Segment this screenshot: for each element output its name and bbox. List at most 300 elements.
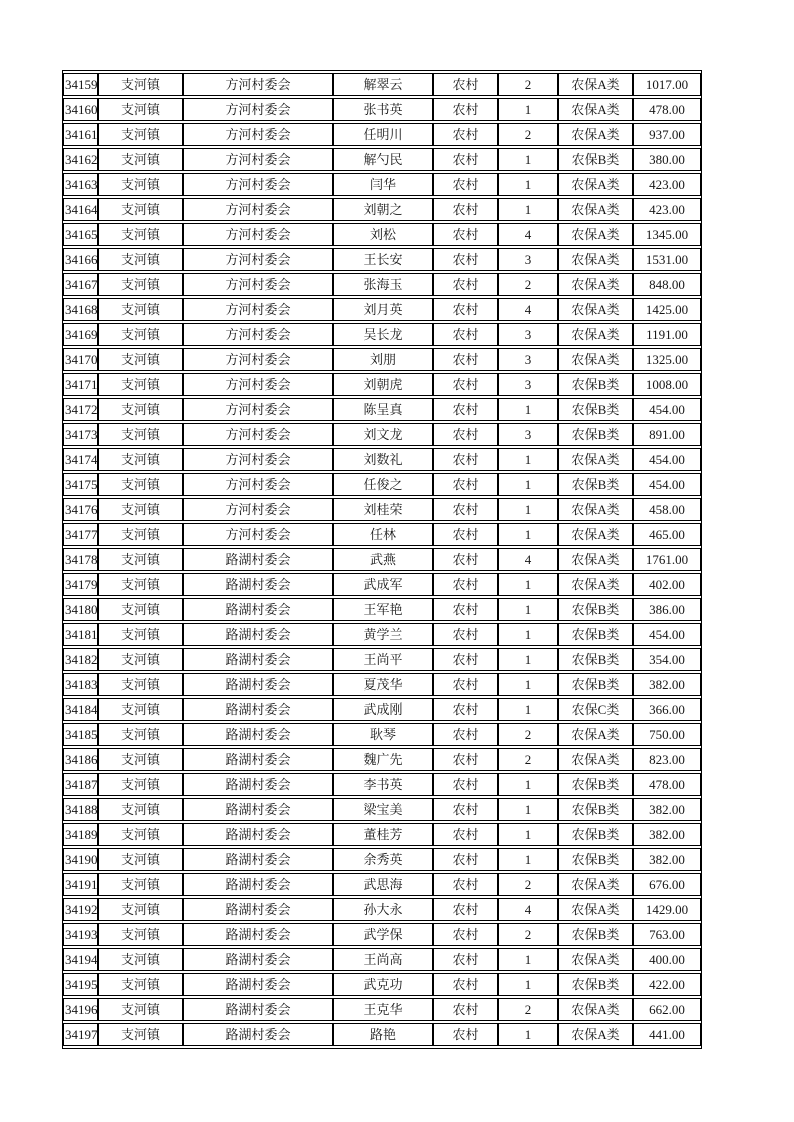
table-row [63,923,701,946]
village-committee-cell: 方河村委会 [183,273,333,296]
amount-cell: 1531.00 [633,248,701,271]
insurance-class-cell: 农保B类 [558,848,633,871]
person-name-cell: 任林 [333,523,433,546]
household-type-cell: 农村 [433,173,498,196]
town-cell: 支河镇 [98,423,183,446]
record-id-cell: 34188 [63,798,98,821]
table-row [63,273,701,296]
person-name-cell: 武克功 [333,973,433,996]
person-name-cell: 武燕 [333,548,433,571]
amount-cell: 423.00 [633,173,701,196]
person-name-cell: 夏茂华 [333,673,433,696]
village-committee-cell: 方河村委会 [183,498,333,521]
village-committee-cell: 方河村委会 [183,123,333,146]
village-committee-cell: 方河村委会 [183,248,333,271]
amount-cell: 380.00 [633,148,701,171]
person-name-cell: 陈呈真 [333,398,433,421]
table-row [63,73,701,96]
town-cell: 支河镇 [98,623,183,646]
amount-cell: 458.00 [633,498,701,521]
person-name-cell: 任明川 [333,123,433,146]
town-cell: 支河镇 [98,923,183,946]
record-id-cell: 34182 [63,648,98,671]
table-row [63,548,701,571]
village-committee-cell: 方河村委会 [183,173,333,196]
amount-cell: 1425.00 [633,298,701,321]
table-row [63,748,701,771]
person-name-cell: 刘朝虎 [333,373,433,396]
person-count-cell: 2 [498,273,558,296]
record-id-cell: 34168 [63,298,98,321]
insurance-class-cell: 农保B类 [558,823,633,846]
person-count-cell: 3 [498,373,558,396]
person-count-cell: 1 [498,448,558,471]
person-count-cell: 2 [498,73,558,96]
person-count-cell: 1 [498,973,558,996]
village-committee-cell: 方河村委会 [183,373,333,396]
town-cell: 支河镇 [98,948,183,971]
village-committee-cell: 路湖村委会 [183,898,333,921]
person-name-cell: 路艳 [333,1023,433,1046]
town-cell: 支河镇 [98,1023,183,1046]
person-count-cell: 1 [498,398,558,421]
person-count-cell: 2 [498,123,558,146]
village-committee-cell: 路湖村委会 [183,948,333,971]
person-count-cell: 1 [498,598,558,621]
household-type-cell: 农村 [433,673,498,696]
record-id-cell: 34186 [63,748,98,771]
household-type-cell: 农村 [433,98,498,121]
record-id-cell: 34166 [63,248,98,271]
town-cell: 支河镇 [98,898,183,921]
insurance-class-cell: 农保A类 [558,348,633,371]
household-type-cell: 农村 [433,698,498,721]
town-cell: 支河镇 [98,123,183,146]
person-name-cell: 王军艳 [333,598,433,621]
household-type-cell: 农村 [433,648,498,671]
pension-records-table [62,70,702,1049]
person-name-cell: 王长安 [333,248,433,271]
household-type-cell: 农村 [433,248,498,271]
amount-cell: 1429.00 [633,898,701,921]
household-type-cell: 农村 [433,598,498,621]
town-cell: 支河镇 [98,173,183,196]
village-committee-cell: 路湖村委会 [183,648,333,671]
table-row [63,373,701,396]
person-name-cell: 刘朝之 [333,198,433,221]
person-count-cell: 4 [498,223,558,246]
insurance-class-cell: 农保B类 [558,973,633,996]
person-name-cell: 武成刚 [333,698,433,721]
table-row [63,973,701,996]
table-row [63,798,701,821]
village-committee-cell: 方河村委会 [183,473,333,496]
village-committee-cell: 路湖村委会 [183,623,333,646]
insurance-class-cell: 农保B类 [558,923,633,946]
insurance-class-cell: 农保B类 [558,623,633,646]
amount-cell: 382.00 [633,848,701,871]
amount-cell: 454.00 [633,473,701,496]
person-count-cell: 1 [498,198,558,221]
record-id-cell: 34162 [63,148,98,171]
record-id-cell: 34183 [63,673,98,696]
village-committee-cell: 方河村委会 [183,348,333,371]
amount-cell: 454.00 [633,398,701,421]
town-cell: 支河镇 [98,648,183,671]
town-cell: 支河镇 [98,548,183,571]
person-count-cell: 1 [498,523,558,546]
household-type-cell: 农村 [433,148,498,171]
amount-cell: 382.00 [633,673,701,696]
table-row [63,898,701,921]
record-id-cell: 34172 [63,398,98,421]
household-type-cell: 农村 [433,848,498,871]
person-count-cell: 3 [498,423,558,446]
insurance-class-cell: 农保A类 [558,198,633,221]
amount-cell: 478.00 [633,773,701,796]
household-type-cell: 农村 [433,748,498,771]
village-committee-cell: 方河村委会 [183,223,333,246]
amount-cell: 1761.00 [633,548,701,571]
amount-cell: 478.00 [633,98,701,121]
person-count-cell: 2 [498,873,558,896]
household-type-cell: 农村 [433,798,498,821]
town-cell: 支河镇 [98,198,183,221]
amount-cell: 823.00 [633,748,701,771]
person-name-cell: 闫华 [333,173,433,196]
household-type-cell: 农村 [433,523,498,546]
insurance-class-cell: 农保A类 [558,73,633,96]
person-count-cell: 2 [498,923,558,946]
table-row [63,348,701,371]
person-count-cell: 2 [498,723,558,746]
record-id-cell: 34195 [63,973,98,996]
record-id-cell: 34173 [63,423,98,446]
village-committee-cell: 路湖村委会 [183,923,333,946]
amount-cell: 848.00 [633,273,701,296]
village-committee-cell: 路湖村委会 [183,673,333,696]
person-count-cell: 1 [498,673,558,696]
household-type-cell: 农村 [433,298,498,321]
insurance-class-cell: 农保A类 [558,98,633,121]
town-cell: 支河镇 [98,73,183,96]
person-name-cell: 武思海 [333,873,433,896]
insurance-class-cell: 农保A类 [558,948,633,971]
table-row [63,623,701,646]
village-committee-cell: 路湖村委会 [183,798,333,821]
insurance-class-cell: 农保A类 [558,248,633,271]
town-cell: 支河镇 [98,273,183,296]
village-committee-cell: 方河村委会 [183,73,333,96]
household-type-cell: 农村 [433,548,498,571]
village-committee-cell: 路湖村委会 [183,998,333,1021]
insurance-class-cell: 农保A类 [558,573,633,596]
insurance-class-cell: 农保A类 [558,898,633,921]
town-cell: 支河镇 [98,523,183,546]
town-cell: 支河镇 [98,223,183,246]
insurance-class-cell: 农保B类 [558,423,633,446]
person-name-cell: 孙大永 [333,898,433,921]
village-committee-cell: 路湖村委会 [183,698,333,721]
record-id-cell: 34181 [63,623,98,646]
record-id-cell: 34159 [63,73,98,96]
insurance-class-cell: 农保B类 [558,673,633,696]
village-committee-cell: 路湖村委会 [183,848,333,871]
person-count-cell: 3 [498,348,558,371]
person-name-cell: 董桂芳 [333,823,433,846]
person-count-cell: 3 [498,323,558,346]
household-type-cell: 农村 [433,573,498,596]
town-cell: 支河镇 [98,298,183,321]
record-id-cell: 34191 [63,873,98,896]
amount-cell: 423.00 [633,198,701,221]
table-row [63,148,701,171]
person-count-cell: 3 [498,248,558,271]
household-type-cell: 农村 [433,823,498,846]
amount-cell: 382.00 [633,798,701,821]
record-id-cell: 34193 [63,923,98,946]
person-name-cell: 解勺民 [333,148,433,171]
record-id-cell: 34179 [63,573,98,596]
record-id-cell: 34167 [63,273,98,296]
household-type-cell: 农村 [433,1023,498,1046]
insurance-class-cell: 农保A类 [558,273,633,296]
village-committee-cell: 路湖村委会 [183,873,333,896]
town-cell: 支河镇 [98,673,183,696]
town-cell: 支河镇 [98,98,183,121]
records-table-body [63,73,701,1046]
person-name-cell: 刘数礼 [333,448,433,471]
household-type-cell: 农村 [433,373,498,396]
person-name-cell: 梁宝美 [333,798,433,821]
amount-cell: 386.00 [633,598,701,621]
table-row [63,473,701,496]
person-name-cell: 魏广先 [333,748,433,771]
household-type-cell: 农村 [433,773,498,796]
person-count-cell: 1 [498,948,558,971]
person-count-cell: 1 [498,798,558,821]
amount-cell: 662.00 [633,998,701,1021]
village-committee-cell: 路湖村委会 [183,773,333,796]
insurance-class-cell: 农保A类 [558,323,633,346]
person-name-cell: 张海玉 [333,273,433,296]
person-count-cell: 4 [498,548,558,571]
town-cell: 支河镇 [98,998,183,1021]
amount-cell: 402.00 [633,573,701,596]
person-name-cell: 余秀英 [333,848,433,871]
table-row [63,223,701,246]
amount-cell: 676.00 [633,873,701,896]
person-name-cell: 任俊之 [333,473,433,496]
amount-cell: 1191.00 [633,323,701,346]
household-type-cell: 农村 [433,923,498,946]
amount-cell: 1345.00 [633,223,701,246]
person-count-cell: 1 [498,623,558,646]
table-row [63,773,701,796]
person-name-cell: 吴长龙 [333,323,433,346]
insurance-class-cell: 农保A类 [558,548,633,571]
household-type-cell: 农村 [433,273,498,296]
household-type-cell: 农村 [433,873,498,896]
table-row [63,248,701,271]
household-type-cell: 农村 [433,73,498,96]
table-row [63,673,701,696]
insurance-class-cell: 农保B类 [558,373,633,396]
person-name-cell: 刘桂荣 [333,498,433,521]
table-row [63,173,701,196]
person-count-cell: 1 [498,823,558,846]
person-count-cell: 2 [498,748,558,771]
person-count-cell: 1 [498,473,558,496]
person-count-cell: 1 [498,698,558,721]
table-row [63,98,701,121]
town-cell: 支河镇 [98,148,183,171]
town-cell: 支河镇 [98,448,183,471]
amount-cell: 422.00 [633,973,701,996]
amount-cell: 1017.00 [633,73,701,96]
town-cell: 支河镇 [98,723,183,746]
person-count-cell: 1 [498,498,558,521]
record-id-cell: 34196 [63,998,98,1021]
person-count-cell: 1 [498,98,558,121]
insurance-class-cell: 农保B类 [558,598,633,621]
table-row [63,948,701,971]
amount-cell: 400.00 [633,948,701,971]
village-committee-cell: 方河村委会 [183,198,333,221]
insurance-class-cell: 农保A类 [558,873,633,896]
amount-cell: 1325.00 [633,348,701,371]
table-row [63,123,701,146]
record-id-cell: 34175 [63,473,98,496]
person-name-cell: 刘朋 [333,348,433,371]
record-id-cell: 34169 [63,323,98,346]
table-row [63,448,701,471]
insurance-class-cell: 农保C类 [558,698,633,721]
record-id-cell: 34164 [63,198,98,221]
household-type-cell: 农村 [433,948,498,971]
record-id-cell: 34192 [63,898,98,921]
insurance-class-cell: 农保B类 [558,648,633,671]
person-name-cell: 李书英 [333,773,433,796]
person-count-cell: 1 [498,148,558,171]
person-name-cell: 解翠云 [333,73,433,96]
village-committee-cell: 方河村委会 [183,398,333,421]
table-row [63,998,701,1021]
household-type-cell: 农村 [433,973,498,996]
record-id-cell: 34197 [63,1023,98,1046]
person-name-cell: 武成军 [333,573,433,596]
person-name-cell: 刘松 [333,223,433,246]
record-id-cell: 34187 [63,773,98,796]
amount-cell: 763.00 [633,923,701,946]
amount-cell: 750.00 [633,723,701,746]
village-committee-cell: 路湖村委会 [183,723,333,746]
person-count-cell: 1 [498,1023,558,1046]
town-cell: 支河镇 [98,598,183,621]
table-row [63,1023,701,1046]
household-type-cell: 农村 [433,223,498,246]
household-type-cell: 农村 [433,623,498,646]
table-row [63,823,701,846]
table-row [63,648,701,671]
record-id-cell: 34184 [63,698,98,721]
record-id-cell: 34185 [63,723,98,746]
table-row [63,323,701,346]
amount-cell: 465.00 [633,523,701,546]
insurance-class-cell: 农保B类 [558,798,633,821]
record-id-cell: 34163 [63,173,98,196]
record-id-cell: 34180 [63,598,98,621]
table-row [63,723,701,746]
insurance-class-cell: 农保A类 [558,523,633,546]
amount-cell: 891.00 [633,423,701,446]
insurance-class-cell: 农保A类 [558,748,633,771]
insurance-class-cell: 农保A类 [558,223,633,246]
town-cell: 支河镇 [98,498,183,521]
person-count-cell: 1 [498,648,558,671]
table-row [63,498,701,521]
town-cell: 支河镇 [98,823,183,846]
village-committee-cell: 方河村委会 [183,448,333,471]
town-cell: 支河镇 [98,348,183,371]
insurance-class-cell: 农保B类 [558,473,633,496]
insurance-class-cell: 农保B类 [558,148,633,171]
household-type-cell: 农村 [433,498,498,521]
town-cell: 支河镇 [98,398,183,421]
person-count-cell: 4 [498,898,558,921]
amount-cell: 366.00 [633,698,701,721]
table-row [63,698,701,721]
town-cell: 支河镇 [98,973,183,996]
household-type-cell: 农村 [433,123,498,146]
person-name-cell: 刘月英 [333,298,433,321]
insurance-class-cell: 农保A类 [558,448,633,471]
record-id-cell: 34165 [63,223,98,246]
insurance-class-cell: 农保A类 [558,723,633,746]
table-row [63,298,701,321]
insurance-class-cell: 农保A类 [558,298,633,321]
town-cell: 支河镇 [98,848,183,871]
table-row [63,398,701,421]
person-name-cell: 王尚平 [333,648,433,671]
village-committee-cell: 路湖村委会 [183,548,333,571]
record-id-cell: 34170 [63,348,98,371]
table-row [63,848,701,871]
record-id-cell: 34171 [63,373,98,396]
person-count-cell: 1 [498,773,558,796]
town-cell: 支河镇 [98,698,183,721]
record-id-cell: 34177 [63,523,98,546]
village-committee-cell: 方河村委会 [183,148,333,171]
town-cell: 支河镇 [98,873,183,896]
amount-cell: 441.00 [633,1023,701,1046]
village-committee-cell: 方河村委会 [183,323,333,346]
amount-cell: 454.00 [633,623,701,646]
insurance-class-cell: 农保B类 [558,773,633,796]
household-type-cell: 农村 [433,348,498,371]
person-count-cell: 4 [498,298,558,321]
record-id-cell: 34174 [63,448,98,471]
household-type-cell: 农村 [433,998,498,1021]
village-committee-cell: 方河村委会 [183,423,333,446]
record-id-cell: 34176 [63,498,98,521]
person-name-cell: 耿琴 [333,723,433,746]
household-type-cell: 农村 [433,473,498,496]
town-cell: 支河镇 [98,573,183,596]
village-committee-cell: 方河村委会 [183,98,333,121]
amount-cell: 382.00 [633,823,701,846]
town-cell: 支河镇 [98,473,183,496]
